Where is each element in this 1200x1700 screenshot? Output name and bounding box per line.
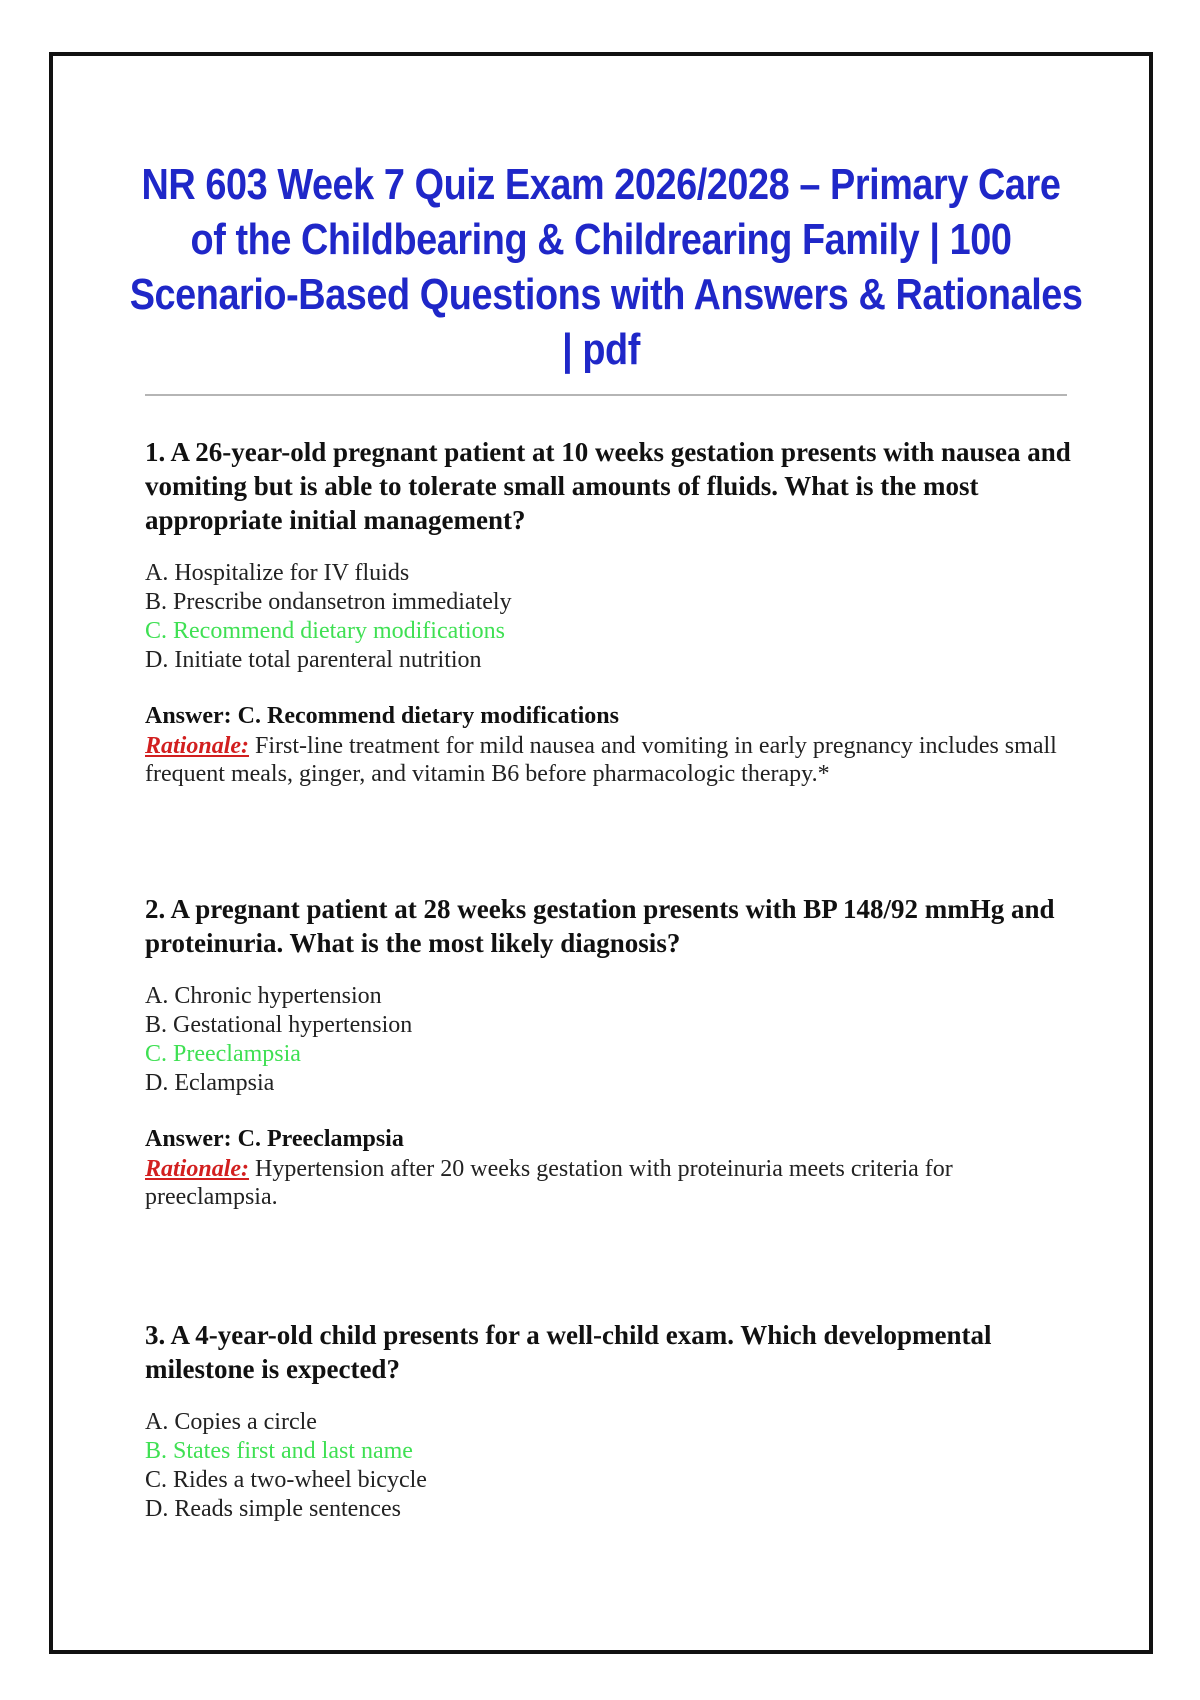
question-line: vomiting but is able to tolerate small amounts of fluids. What is the most <box>145 471 979 501</box>
question-line: appropriate initial management? <box>145 505 526 535</box>
options-list <box>145 559 1085 675</box>
question-line: 1. A 26-year-old pregnant patient at 10 weeks gestation presents with nausea and <box>145 437 1071 467</box>
options-list <box>145 1408 1085 1524</box>
title-line: NR 603 Week 7 Quiz Exam 2026/2028 – Primary Care <box>141 160 1061 209</box>
option-b-correct: B. States first and last name <box>145 1438 413 1464</box>
rationale <box>145 732 1085 788</box>
question-block-3 <box>145 1318 1085 1524</box>
rationale-text: First-line treatment for mild nausea and vomiting in early pregnancy includes small <box>249 733 1057 759</box>
option-b: B. Gestational hypertension <box>145 1012 413 1038</box>
rationale-text: frequent meals, ginger, and vitamin B6 before pharmacologic therapy.* <box>145 761 830 787</box>
title-divider <box>145 394 1067 396</box>
options-list <box>145 982 1085 1098</box>
option-a: A. Copies a circle <box>145 1409 317 1435</box>
question-line: milestone is expected? <box>145 1354 400 1384</box>
rationale-label: Rationale: <box>145 733 250 759</box>
question-text <box>145 1318 1085 1386</box>
option-d: D. Reads simple sentences <box>145 1496 401 1522</box>
answer-line: Answer: C. Recommend dietary modifications <box>145 703 619 729</box>
title-line: of the Childbearing & Childrearing Family | 100 <box>190 215 1012 264</box>
question-text <box>145 435 1085 537</box>
question-line: 3. A 4-year-old child presents for a well-child exam. Which developmental <box>145 1320 992 1350</box>
rationale <box>145 1155 1085 1211</box>
option-c-correct: C. Recommend dietary modifications <box>145 618 505 644</box>
option-d: D. Eclampsia <box>145 1070 275 1096</box>
rationale-text: preeclampsia. <box>145 1184 278 1210</box>
option-a: A. Hospitalize for IV fluids <box>145 560 410 586</box>
rationale-text: Hypertension after 20 weeks gestation with proteinuria meets criteria for <box>249 1156 953 1182</box>
document-title <box>129 157 1083 377</box>
title-line: | pdf <box>562 325 640 374</box>
option-b: B. Prescribe ondansetron immediately <box>145 589 512 615</box>
rationale-label: Rationale: <box>145 1156 250 1182</box>
answer-line: Answer: C. Preeclampsia <box>145 1126 404 1152</box>
question-line: proteinuria. What is the most likely diagnosis? <box>145 928 681 958</box>
question-line: 2. A pregnant patient at 28 weeks gestation presents with BP 148/92 mmHg and <box>145 894 1055 924</box>
document-page <box>49 52 1153 1654</box>
title-line: Scenario-Based Questions with Answers & Rationales <box>129 270 1083 319</box>
option-c: C. Rides a two-wheel bicycle <box>145 1467 427 1493</box>
option-c-correct: C. Preeclampsia <box>145 1041 301 1067</box>
question-block-2 <box>145 892 1085 1211</box>
option-d: D. Initiate total parenteral nutrition <box>145 647 482 673</box>
option-a: A. Chronic hypertension <box>145 983 382 1009</box>
question-block-1 <box>145 435 1085 788</box>
question-text <box>145 892 1085 960</box>
